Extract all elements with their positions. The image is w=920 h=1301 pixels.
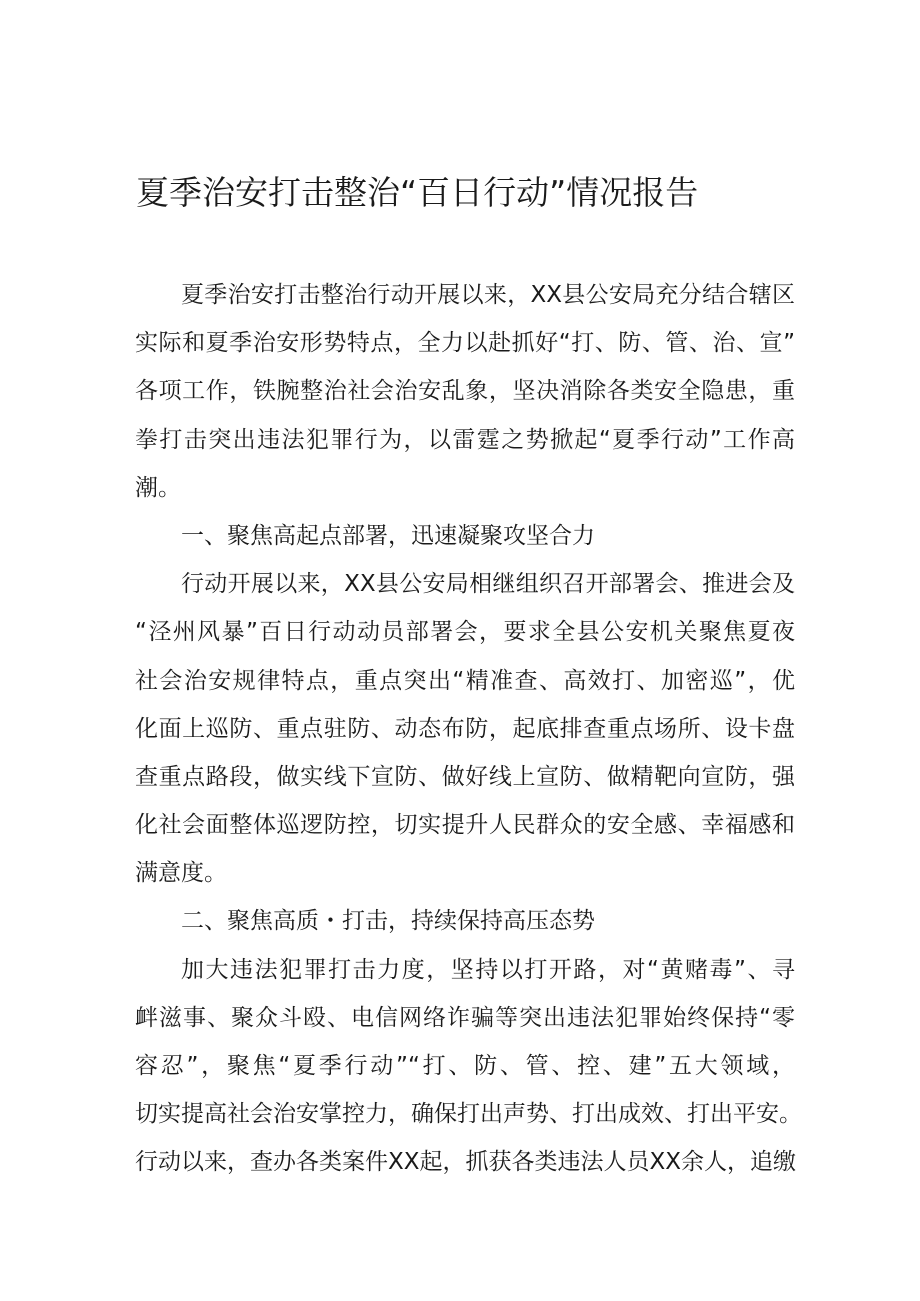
document-title: 夏季治安打击整治“百日行动”情况报告	[136, 173, 699, 212]
body-line: 满意度。	[135, 860, 227, 887]
body-line: 衅滋事、聚众斗殴、电信网络诈骗等突出违法犯罪始终保持“零	[135, 1004, 795, 1031]
body-line: 行动开展以来，XX县公安局相继组织召开部署会、推进会及	[181, 571, 795, 598]
body-line: 社会治安规律特点，重点突出“精准查、高效打、加密巡”，优	[135, 667, 795, 694]
body-line: 行动以来，查办各类案件XX起，抓获各类违法人员XX余人，追缴	[135, 1149, 797, 1176]
body-line: 各项工作，铁腕整治社会治安乱象，坚决消除各类安全隐患，重	[135, 378, 795, 405]
body-line: 潮。	[135, 474, 181, 501]
section-heading: 二、聚焦高质・打击，持续保持高压态势	[181, 908, 595, 935]
body-line: “泾州风暴”百日行动动员部署会，要求全县公安机关聚焦夏夜	[135, 619, 795, 646]
body-line: 夏季治安打击整治行动开展以来，XX县公安局充分结合辖区	[181, 282, 795, 308]
body-line: 化面上巡防、重点驻防、动态布防，起底排查重点场所、设卡盘	[135, 715, 795, 742]
document-body	[135, 271, 802, 1187]
body-line: 实际和夏季治安形势特点，全力以赴抓好“打、防、管、治、宣”	[135, 330, 795, 357]
body-line: 化社会面整体巡逻防控，切实提升人民群众的安全感、幸福感和	[135, 812, 795, 839]
body-line: 查重点路段，做实线下宣防、做好线上宣防、做精靶向宣防，强	[135, 763, 795, 790]
body-line: 切实提高社会治安掌控力，确保打出声势、打出成效、打出平安。	[135, 1101, 802, 1128]
body-line: 加大违法犯罪打击力度，坚持以打开路，对“黄赌毒”、寻	[181, 956, 795, 983]
section-heading: 一、聚焦高起点部署，迅速凝聚攻坚合力	[181, 522, 595, 549]
body-line: 拳打击突出违法犯罪行为，以雷霆之势掀起“夏季行动”工作高	[135, 426, 795, 453]
body-line: 容忍”，聚焦“夏季行动”“打、防、管、控、建”五大领域，	[135, 1053, 795, 1079]
